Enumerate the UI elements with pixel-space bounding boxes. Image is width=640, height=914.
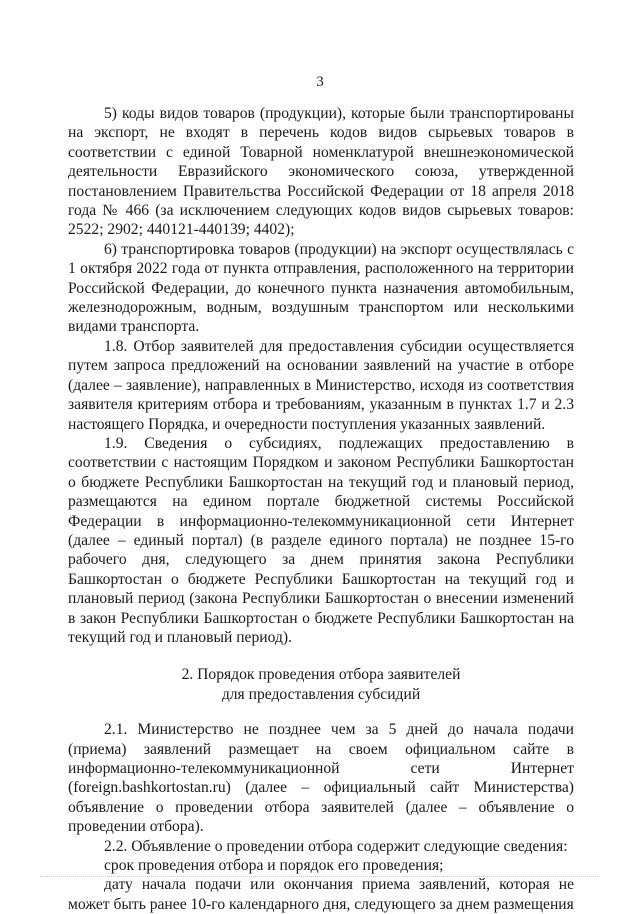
page-number: 3 xyxy=(316,74,324,90)
paragraph-1-8: 1.8. Отбор заявителей для предоставления субсидии осуществляется путем запроса предложений на основании заявлений на участие в отборе (далее – заявление), направленных в Министерство, исходя из соответствия заявителя критериям отбора и требованиям, указанным в пунктах 1.7 и 2.3 настоящего Порядка, и очередности поступления указанных заявлений. xyxy=(68,337,574,433)
section-heading xyxy=(68,665,574,704)
paragraph-item-5: 5) коды видов товаров (продукции), которые были транспортированы на экспорт, не входят в перечень кодов видов сырьевых товаров в соответствии с единой Товарной номенклатурой внешнеэкономической деятельности Евразийского экономического союза, утвержденной постановлением Правительства Российской Федерации от 18 апреля 2018 года № 466 (за исключением следующих кодов видов сырьевых товаров: 2522; 2902; 440121-440139; 4402); xyxy=(68,105,574,239)
paragraph-1-9: 1.9. Сведения о субсидиях, подлежащих предоставлению в соответствии с настоящим Порядком и законом Республики Башкортостан о бюджете Республики Башкортостан на текущий год и плановый период, размещаются на едином портале бюджетной системы Российской Федерации в информационно-телекоммуникационной сети Интернет (далее – единый портал) (в разделе единого портала) не позднее 15-го рабочего дня, следующего за днем принятия закона Республики Башкортостан о бюджете Республики Башкортостан на текущий год и плановый период (закона Республики Башкортостан о внесении изменений в закон Республики Башкортостан о бюджете Республики Башкортостан на текущий год и плановый период). xyxy=(68,434,574,646)
paragraph-list-item-dates: дату начала подачи или окончания приема заявлений, которая не может быть ранее 10-го календарного дня, следующего за днем размещения xyxy=(68,876,574,913)
paragraph-2-2: 2.2. Объявление о проведении отбора содержит следующие сведения: xyxy=(104,837,568,855)
section-heading-line-2: для предоставления субсидий xyxy=(221,685,421,703)
paragraph-list-item-term: срок проведения отбора и порядок его проведения; xyxy=(104,857,444,875)
paragraph-item-6: 6) транспортировка товаров (продукции) на экспорт осуществлялась с 1 октября 2022 года от пункта отправления, расположенного на территории Российской Федерации, до конечного пункта назначения автомобильным, железнодорожным, водным, воздушным транспортом или несколькими видами транспорта. xyxy=(68,240,574,336)
section-heading-line-1: 2. Порядок проведения отбора заявителей xyxy=(181,666,461,684)
paragraph-2-1: 2.1. Министерство не позднее чем за 5 дней до начала подачи (приема) заявлений размещает на своем официальном сайте в информационно-телекоммуникационной сети Интернет (foreign.bashkortostan.ru) (далее – официальный сайт Министерства) объявление о проведении отбора заявителей (далее – объявление о проведении отбора). xyxy=(68,721,574,836)
scan-artifact-line xyxy=(40,876,600,878)
document-body xyxy=(68,104,574,914)
